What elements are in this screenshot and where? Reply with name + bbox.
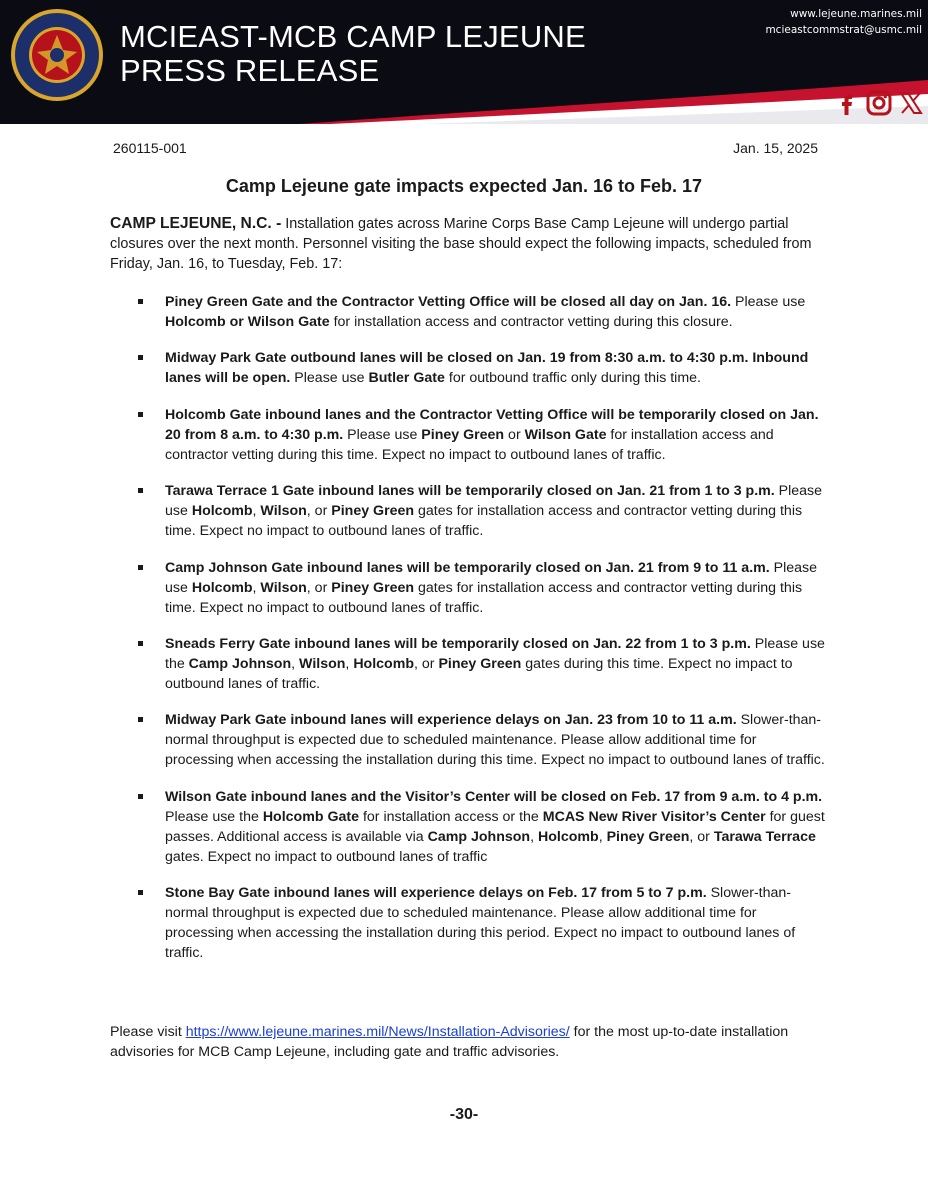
body-text: for guest passes. Additional access is available via [165,808,825,845]
list-item [0,481,825,541]
list-item [0,348,825,388]
bold-text: Midway Park Gate outbound lanes will be closed on Jan. 19 from 8:30 a.m. to 4:30 p.m. Inbound lanes will be open. [165,350,809,387]
bold-text: Wilson Gate [524,426,607,443]
body-text: for installation access and contractor vetting during this time. Expect no impact to outbound lanes of traffic. [165,426,774,463]
advisories-link[interactable]: https://www.lejeune.marines.mil/News/Installation-Advisories/ [185,1024,570,1040]
body-text: , or [689,828,714,845]
list-item [0,787,825,867]
body-text: Please use [165,559,818,596]
bold-text: Wilson [299,655,346,672]
bold-text: Camp Johnson Gate inbound lanes will be temporarily closed on Jan. 21 from 9 to 11 a.m. [165,559,770,576]
seal-emblem-icon [10,8,104,102]
bold-text: Holcomb [191,579,253,596]
lede-text: Installation gates across Marine Corps Base Camp Lejeune will undergo partial closures over the next month. Personnel visiting the base should expect the following impacts, scheduled from Friday, Jan. 16, to Tuesday, Feb. 17: [110,216,812,272]
bold-text: Piney Green [606,828,690,845]
end-mark: -30- [449,1106,479,1123]
body-text: for installation access or the [359,808,543,825]
social-links [834,90,924,116]
bold-text: Piney Green [331,579,415,596]
bold-text: Stone Bay Gate inbound lanes will experience delays on Feb. 17 from 5 to 7 p.m. [165,885,707,902]
release-number: 260115-001 [113,140,187,156]
body-text: gates during this time. Expect no impact to outbound lanes of traffic. [165,655,793,692]
dateline: CAMP LEJEUNE, N.C. - [110,215,282,232]
list-item [0,710,825,770]
body-text: gates. Expect no impact to outbound lanes of traffic [165,848,488,865]
instagram-icon[interactable] [866,90,892,116]
facebook-icon[interactable] [834,90,860,116]
body-text: , or [306,579,332,596]
body-text: , [345,655,354,672]
body-text: gates for installation access and contractor vetting during this time. Expect no impact to outbound lanes of traffic. [165,579,803,616]
bold-text: Tarawa Terrace 1 Gate inbound lanes will be temporarily closed on Jan. 21 from 1 to 3 p.m. [165,483,775,500]
body-text: Please use the [165,635,825,672]
body-text: gates for installation access and contractor vetting during this time. Expect no impact to outbound lanes of traffic. [165,503,803,540]
list-item [0,634,825,694]
lede-paragraph [110,214,822,274]
bold-text: Butler Gate [368,370,445,387]
bold-text: Piney Green [421,426,505,443]
bold-text: Camp Johnson [188,655,292,672]
bold-text: Holcomb or Wilson Gate [165,314,330,330]
x-icon[interactable] [898,90,924,116]
body-text: Please use [343,426,422,443]
body-text: , [252,503,261,520]
page-header [0,0,928,124]
bold-text: Piney Green [331,503,415,520]
body-text: Slower-than-normal throughput is expected due to scheduled maintenance. Please allow additional time for processing when accessing the installation during this period. Expect no impact to outbound lanes of traffic. [165,885,796,962]
bold-text: Midway Park Gate inbound lanes will experience delays on Jan. 23 from 10 to 11 a.m. [165,712,737,729]
advisory-list [0,292,928,980]
body-text: Please use [290,370,369,387]
body-text: Please use [165,483,823,520]
bold-text: Holcomb [538,828,599,845]
list-item [0,405,825,465]
footer-pre-text: Please visit [110,1024,186,1040]
list-item [0,558,825,618]
list-item [0,883,825,963]
release-date: Jan. 15, 2025 [733,140,818,156]
header-title [120,20,586,88]
body-text: for installation access and contractor vetting during this closure. [329,314,733,330]
bold-text: Sneads Ferry Gate inbound lanes will be temporarily closed on Jan. 22 from 1 to 3 p.m. [165,635,751,652]
body-text: , [291,655,300,672]
bold-text: Piney Green [438,655,522,672]
header-title-line2: PRESS RELEASE [120,53,380,88]
bold-text: Holcomb Gate [262,808,359,825]
bold-text: Holcomb Gate inbound lanes and the Contractor Vetting Office will be temporarily closed on Jan. 20 from 8 a.m. to 4:30 p.m. [165,406,819,443]
footer-note [110,1022,822,1062]
body-text: Slower-than-normal throughput is expected due to scheduled maintenance. Please allow additional time for processing when accessing the installation during this time. Expect no impact to outbound lanes of traffic. [165,712,825,769]
bold-text: Wilson [260,503,307,520]
bold-text: Holcomb [353,655,415,672]
email-link[interactable]: mcieastcommstrat@usmc.mil [765,24,922,36]
body-text: , or [414,655,439,672]
header-title-line1: MCIEAST-MCB CAMP LEJEUNE [120,19,586,54]
page-title: Camp Lejeune gate impacts expected Jan. 16 to Feb. 17 [225,176,703,196]
body-text: , [530,828,538,845]
bold-text: Piney Green Gate and the Contractor Vetting Office will be closed all day on Jan. 16. [165,294,732,310]
footer-post-text: for the most up-to-date installation advisories for MCB Camp Lejeune, including gate and traffic advisories. [110,1024,789,1060]
list-item [0,292,825,332]
body-text: or [504,426,525,443]
body-text: , or [306,503,332,520]
bold-text: Wilson Gate inbound lanes and the Visitor’s Center will be closed on Feb. 17 from 9 a.m. to 4 p.m. [165,788,823,805]
body-text: , [598,828,607,845]
bold-text: Holcomb [191,503,253,520]
bold-text: Wilson [260,579,307,596]
body-text: , [252,579,261,596]
body-text: Please use the [165,808,263,825]
body-text: Please use [731,294,806,310]
bold-text: Camp Johnson [427,828,531,845]
website-link[interactable]: www.lejeune.marines.mil [790,8,922,20]
body-text: for outbound traffic only during this time. [444,370,701,387]
bold-text: MCAS New River Visitor’s Center [542,808,766,825]
header-contact [765,6,922,38]
bold-text: Tarawa Terrace [713,828,816,845]
